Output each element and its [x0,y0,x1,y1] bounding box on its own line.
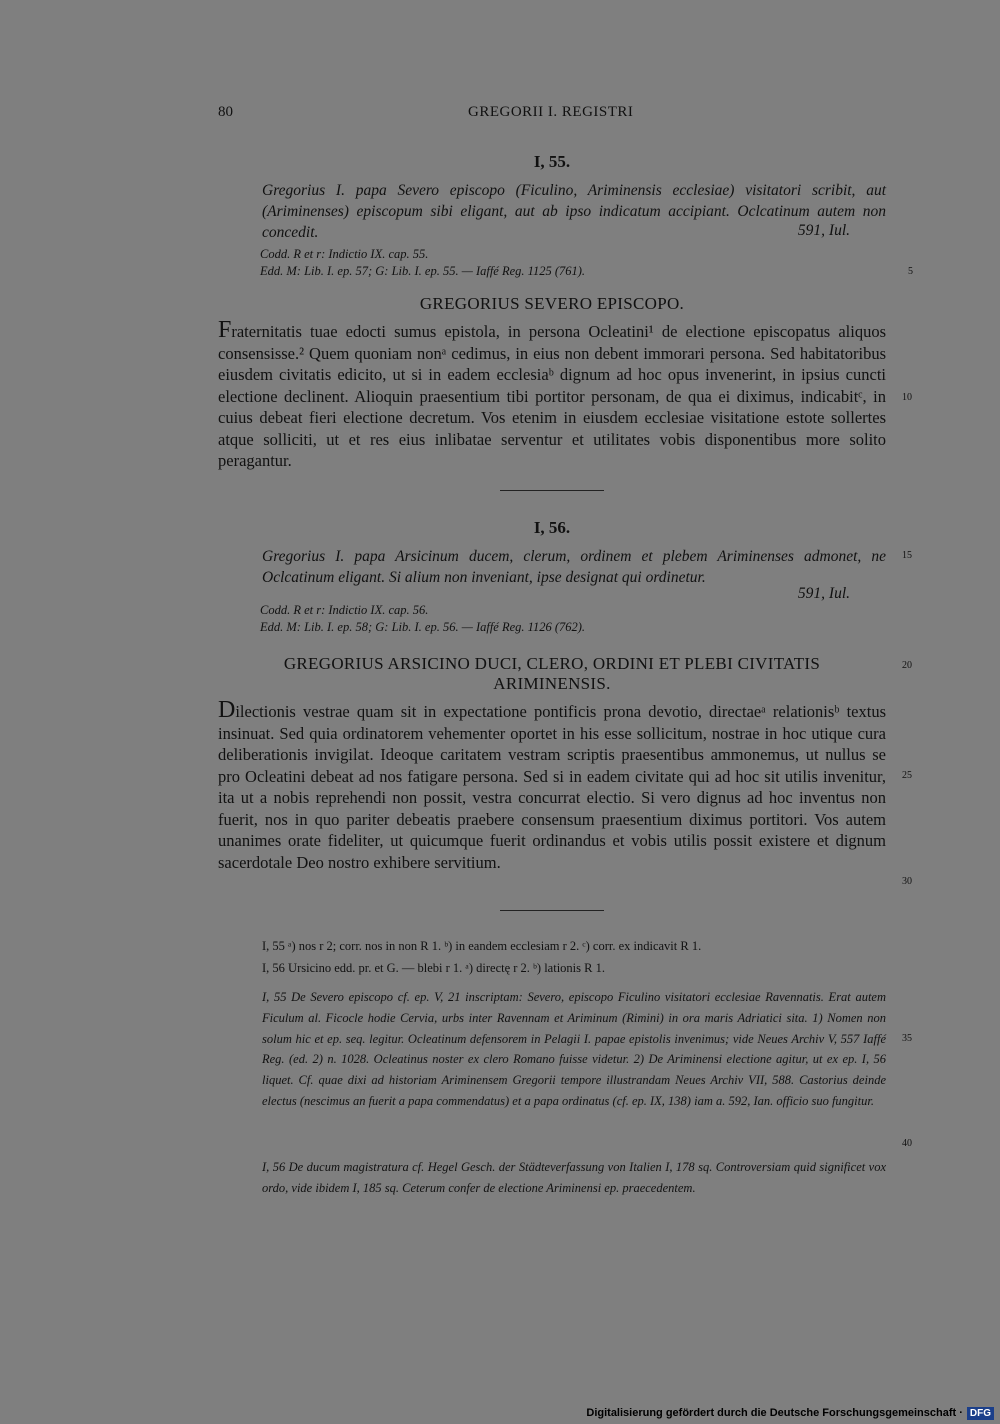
line-number: 5 [908,266,913,277]
letter-56-number: I, 56. [533,518,571,537]
letter-55-text [218,317,886,472]
letter-56-edd: Edd. M: Lib. I. ep. 58; G: Lib. I. ep. 56. — Iaffé Reg. 1126 (762). [260,620,586,634]
line-number: 15 [902,550,912,561]
line-number: 40 [902,1138,912,1149]
note-55-text: I, 55 De Severo episcopo cf. ep. V, 21 inscriptam: Severo, episcopo Ficulino visitatori ecclesiae Ravennatis. Erat autem Ficulum al. Ficocle hodie Cervia, urbs inter Ravennam et Ariminum (Rimini) in ora maris Adriatici sita. 1) Nomen non solum hic et ep. seq. legitur. Ocleatinum defensorem in Pelagii I. papae epistolis invenimus; vide Neues Archiv V, 557 Iaffé Reg. (ed. 2) n. 1028. Ocleatinus noster ex clero Romano fuisse videtur. 2) De Ariminensi electione agitur, ut ex ep. I, 56 liquet. Cf. quae dixi ad historiam Ariminensem Gregorii tempore illustrandam Neues Archiv VII, 588. Castorius deinde electus (nescimus an fuerit a papa commendatus) et a papa ordinatus (cf. ep. IX, 138) iam a. 592, Ian. officio suo fungitur. [262,990,886,1108]
letter-56-codd: Codd. R et r: Indictio IX. cap. 56. [260,603,429,617]
line-number: 25 [902,770,912,781]
letter-55-title: GREGORIUS SEVERO EPISCOPO. [419,294,685,313]
section-divider [500,490,604,491]
letter-55-regest-text: Gregorius I. papa Severo episcopo (Ficulino, Ariminensis ecclesiae) visitatori scribit, aut (Ariminenses) episcopum sibi eligant, aut ab ipso indicatum accipiant. Oclcatinum autem non concedit. [262,182,886,241]
letter-55-body: raternitatis tuae edocti sumus epistola, in persona Ocleatini¹ de electione episcopatus aliquos consensisse.² Quem quoniam nonᵃ cedimus, in eius non debent immorari persona. Sed habitatoribus eiusdem civitatis edicito, ut si in eadem ecclesiaᵇ dignum ad hoc opus invenerint, in ipsius cuncti electione declinent. Alioquin praesentium tibi portitor personam, de qua ei diximus, indicabitᶜ, in cuius debeat fieri electione decretum. Vos etenim in eiusdem ecclesiae visitatione estote sollertes atque solliciti, ut et res eius inlibatae serventur et utilitates vobis disponentibus more solito peragantur. [218,322,886,470]
line-number: 20 [902,660,912,671]
running-title: GREGORII I. REGISTRI [468,104,634,120]
letter-56-initial: D [218,697,236,723]
line-number: 30 [902,876,912,887]
apparatus-line-55: I, 55 ᵃ) nos r 2; corr. nos in non R 1. ᵇ) in eandem ecclesiam r 2. ᶜ) corr. ex indicavit R 1. [262,939,702,953]
letter-55-regest [218,180,886,243]
letter-55-date: 591, Iul. [797,222,850,239]
letter-56-title-line1: GREGORIUS ARSICINO DUCI, CLERO, ORDINI ET PLEBI CIVITATIS [283,654,821,673]
digitization-footer [586,1404,994,1422]
letter-56-regest-text: Gregorius I. papa Arsicinum ducem, clerum, ordinem et plebem Ariminenses admonet, ne Oclcatinum eligant. Si alium non inveniant, ipse designat qui ordinetur. [262,548,886,586]
line-number: 10 [902,392,912,403]
letter-56-regest [218,546,886,588]
note-56-text: I, 56 De ducum magistratura cf. Hegel Gesch. der Städteverfassung von Italien I, 178 sq. Controversiam quid significet vox ordo, vide ibidem I, 185 sq. Ceterum confer de electione Ariminensi ep. praecedentem. [262,1160,886,1195]
letter-56-title-line2: ARIMINENSIS. [493,674,611,693]
letter-55-initial: F [218,317,232,343]
page-number: 80 [218,104,233,120]
dfg-logo: DFG [967,1407,994,1420]
letter-55-codd: Codd. R et r: Indictio IX. cap. 55. [260,247,429,261]
line-number: 35 [902,1033,912,1044]
footer-text: Digitalisierung gefördert durch die Deutsche Forschungsgemeinschaft · [586,1407,963,1419]
letter-55-number: I, 55. [533,152,571,171]
section-divider [500,910,604,911]
note-55 [218,987,886,1112]
letter-55-edd: Edd. M: Lib. I. ep. 57; G: Lib. I. ep. 55. — Iaffé Reg. 1125 (761). [260,264,586,278]
note-56 [218,1157,886,1199]
letter-56-body: ilectionis vestrae quam sit in expectatione pontificis prona devotio, directaeᵃ relationisᵇ textus insinuat. Sed quia ordinatorem vehementer oportet in his esse sollicitum, nostrae in hoc utique cura deliberationis invigilat. Ideoque caritatem vestram scriptis praesentibus ammonemus, ut nullus se pro Ocleatini debeat ad nos fatigare persona. Sed si in eadem civitate qui ad hoc sit utilis invenitur, ita ut a nobis reprehendi non possit, vestra concurrat electio. Si vero dignus ad hoc inventus non fuerit, nos in quo pariter debeatis praebere consensum praesentium diximus portitori. Vos autem unanimes orate fideliter, ut quicumque fuerit ordinandus et vobis utilis possit existere et dignum sacerdotale Deo nostro exhibere servitium. [218,702,886,872]
apparatus-line-56: I, 56 Ursicino edd. pr. et G. — blebi r 1. ᵃ) directę r 2. ᵇ) lationis R 1. [262,961,605,975]
letter-56-date: 591, Iul. [797,585,850,602]
letter-56-text [218,697,886,873]
